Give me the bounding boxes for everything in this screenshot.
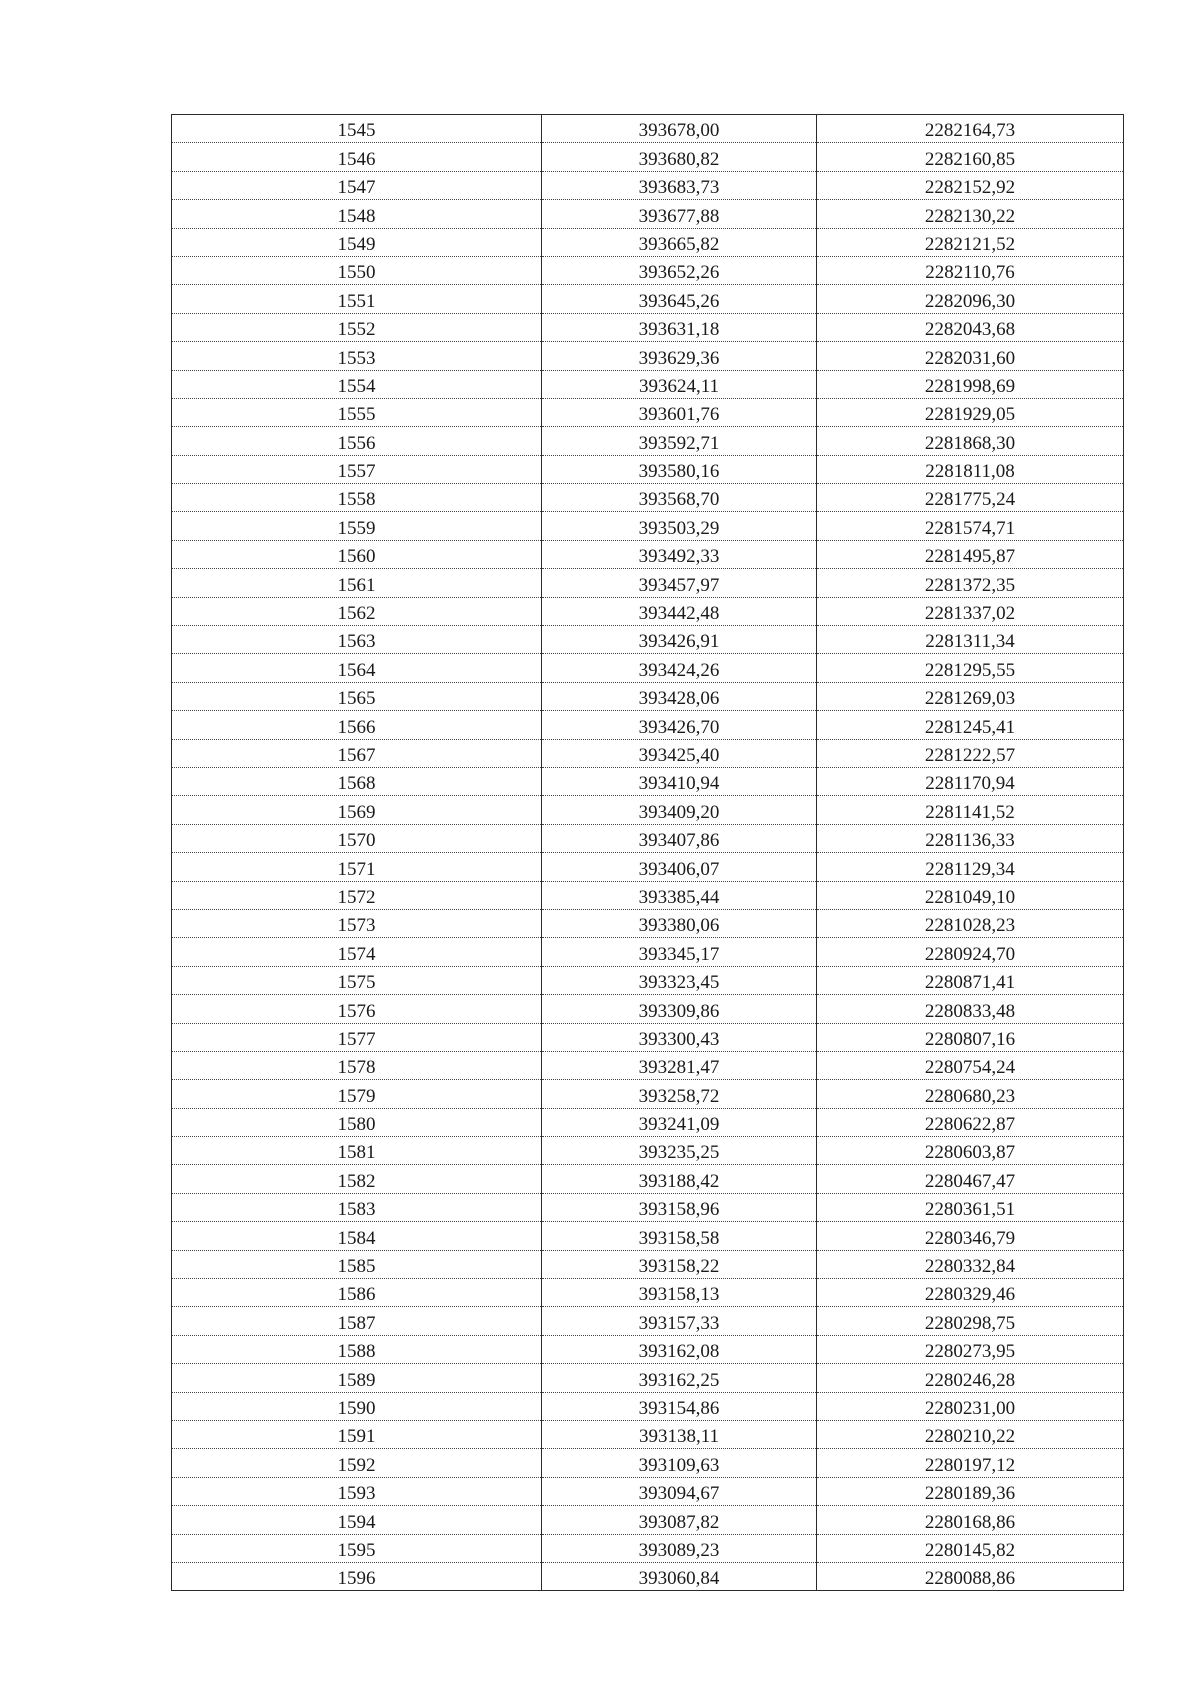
table-row: [172, 313, 1124, 341]
point-number-cell: 1586: [172, 1279, 542, 1307]
point-number-cell: 1553: [172, 342, 542, 370]
x-coordinate-cell: 393345,17: [542, 938, 817, 966]
table-row: [172, 1506, 1124, 1534]
point-number-cell: 1573: [172, 909, 542, 937]
table-row: [172, 682, 1124, 710]
x-coordinate-cell: 393424,26: [542, 654, 817, 682]
y-coordinate-cell: 2282152,92: [817, 171, 1124, 199]
y-coordinate-cell: 2280088,86: [817, 1562, 1124, 1590]
table-row: [172, 1080, 1124, 1108]
x-coordinate-cell: 393410,94: [542, 767, 817, 795]
table-row: [172, 569, 1124, 597]
table-row: [172, 256, 1124, 284]
table-row: [172, 512, 1124, 540]
x-coordinate-cell: 393442,48: [542, 597, 817, 625]
point-number-cell: 1569: [172, 796, 542, 824]
point-number-cell: 1578: [172, 1051, 542, 1079]
x-coordinate-cell: 393380,06: [542, 909, 817, 937]
table-row: [172, 1165, 1124, 1193]
x-coordinate-cell: 393426,70: [542, 711, 817, 739]
x-coordinate-cell: 393235,25: [542, 1137, 817, 1165]
x-coordinate-cell: 393406,07: [542, 853, 817, 881]
point-number-cell: 1551: [172, 285, 542, 313]
y-coordinate-cell: 2280680,23: [817, 1080, 1124, 1108]
point-number-cell: 1581: [172, 1137, 542, 1165]
table-row: [172, 1108, 1124, 1136]
table-row: [172, 1279, 1124, 1307]
x-coordinate-cell: 393158,13: [542, 1279, 817, 1307]
y-coordinate-cell: 2280603,87: [817, 1137, 1124, 1165]
point-number-cell: 1558: [172, 484, 542, 512]
table-row: [172, 1193, 1124, 1221]
y-coordinate-cell: 2281222,57: [817, 739, 1124, 767]
x-coordinate-cell: 393158,58: [542, 1222, 817, 1250]
table-row: [172, 995, 1124, 1023]
y-coordinate-cell: 2280145,82: [817, 1534, 1124, 1562]
table-row: [172, 455, 1124, 483]
y-coordinate-cell: 2282121,52: [817, 228, 1124, 256]
y-coordinate-cell: 2280189,36: [817, 1477, 1124, 1505]
table-row: [172, 1023, 1124, 1051]
x-coordinate-cell: 393457,97: [542, 569, 817, 597]
table-row: [172, 1307, 1124, 1335]
x-coordinate-cell: 393138,11: [542, 1420, 817, 1448]
table-row: [172, 1250, 1124, 1278]
y-coordinate-cell: 2280332,84: [817, 1250, 1124, 1278]
x-coordinate-cell: 393678,00: [542, 115, 817, 143]
y-coordinate-cell: 2282096,30: [817, 285, 1124, 313]
x-coordinate-cell: 393601,76: [542, 398, 817, 426]
point-number-cell: 1583: [172, 1193, 542, 1221]
y-coordinate-cell: 2280168,86: [817, 1506, 1124, 1534]
point-number-cell: 1568: [172, 767, 542, 795]
x-coordinate-cell: 393162,25: [542, 1364, 817, 1392]
table-row: [172, 1137, 1124, 1165]
x-coordinate-cell: 393089,23: [542, 1534, 817, 1562]
y-coordinate-cell: 2280361,51: [817, 1193, 1124, 1221]
table-row: [172, 143, 1124, 171]
table-row: [172, 881, 1124, 909]
y-coordinate-cell: 2282130,22: [817, 200, 1124, 228]
table-row: [172, 484, 1124, 512]
x-coordinate-cell: 393158,22: [542, 1250, 817, 1278]
y-coordinate-cell: 2282043,68: [817, 313, 1124, 341]
x-coordinate-cell: 393407,86: [542, 824, 817, 852]
x-coordinate-cell: 393425,40: [542, 739, 817, 767]
x-coordinate-cell: 393157,33: [542, 1307, 817, 1335]
point-number-cell: 1552: [172, 313, 542, 341]
point-number-cell: 1564: [172, 654, 542, 682]
point-number-cell: 1582: [172, 1165, 542, 1193]
y-coordinate-cell: 2282031,60: [817, 342, 1124, 370]
point-number-cell: 1596: [172, 1562, 542, 1590]
x-coordinate-cell: 393094,67: [542, 1477, 817, 1505]
y-coordinate-cell: 2280298,75: [817, 1307, 1124, 1335]
point-number-cell: 1557: [172, 455, 542, 483]
table-row: [172, 115, 1124, 143]
y-coordinate-cell: 2280871,41: [817, 966, 1124, 994]
point-number-cell: 1547: [172, 171, 542, 199]
table-row: [172, 1562, 1124, 1590]
y-coordinate-cell: 2280210,22: [817, 1420, 1124, 1448]
x-coordinate-cell: 393428,06: [542, 682, 817, 710]
point-number-cell: 1590: [172, 1392, 542, 1420]
point-number-cell: 1565: [172, 682, 542, 710]
table-row: [172, 1392, 1124, 1420]
x-coordinate-cell: 393568,70: [542, 484, 817, 512]
x-coordinate-cell: 393624,11: [542, 370, 817, 398]
table-row: [172, 597, 1124, 625]
y-coordinate-cell: 2282164,73: [817, 115, 1124, 143]
point-number-cell: 1562: [172, 597, 542, 625]
y-coordinate-cell: 2280246,28: [817, 1364, 1124, 1392]
point-number-cell: 1587: [172, 1307, 542, 1335]
y-coordinate-cell: 2280273,95: [817, 1335, 1124, 1363]
point-number-cell: 1548: [172, 200, 542, 228]
table-row: [172, 342, 1124, 370]
point-number-cell: 1592: [172, 1449, 542, 1477]
x-coordinate-cell: 393503,29: [542, 512, 817, 540]
table-row: [172, 711, 1124, 739]
table-row: [172, 909, 1124, 937]
y-coordinate-cell: 2280346,79: [817, 1222, 1124, 1250]
x-coordinate-cell: 393652,26: [542, 256, 817, 284]
point-number-cell: 1594: [172, 1506, 542, 1534]
y-coordinate-cell: 2280467,47: [817, 1165, 1124, 1193]
y-coordinate-cell: 2281929,05: [817, 398, 1124, 426]
x-coordinate-cell: 393060,84: [542, 1562, 817, 1590]
x-coordinate-cell: 393258,72: [542, 1080, 817, 1108]
y-coordinate-cell: 2280622,87: [817, 1108, 1124, 1136]
y-coordinate-cell: 2282160,85: [817, 143, 1124, 171]
table-row: [172, 1534, 1124, 1562]
x-coordinate-cell: 393385,44: [542, 881, 817, 909]
point-number-cell: 1566: [172, 711, 542, 739]
point-number-cell: 1545: [172, 115, 542, 143]
table-row: [172, 1449, 1124, 1477]
table-row: [172, 654, 1124, 682]
point-number-cell: 1570: [172, 824, 542, 852]
coordinates-table: [171, 114, 1124, 1591]
point-number-cell: 1575: [172, 966, 542, 994]
point-number-cell: 1561: [172, 569, 542, 597]
point-number-cell: 1550: [172, 256, 542, 284]
y-coordinate-cell: 2281269,03: [817, 682, 1124, 710]
point-number-cell: 1593: [172, 1477, 542, 1505]
y-coordinate-cell: 2281136,33: [817, 824, 1124, 852]
y-coordinate-cell: 2281337,02: [817, 597, 1124, 625]
table-row: [172, 739, 1124, 767]
point-number-cell: 1572: [172, 881, 542, 909]
table-row: [172, 200, 1124, 228]
x-coordinate-cell: 393409,20: [542, 796, 817, 824]
table-row: [172, 1420, 1124, 1448]
y-coordinate-cell: 2281574,71: [817, 512, 1124, 540]
table-row: [172, 285, 1124, 313]
table-row: [172, 1477, 1124, 1505]
x-coordinate-cell: 393631,18: [542, 313, 817, 341]
y-coordinate-cell: 2281170,94: [817, 767, 1124, 795]
y-coordinate-cell: 2281129,34: [817, 853, 1124, 881]
table-row: [172, 398, 1124, 426]
y-coordinate-cell: 2280329,46: [817, 1279, 1124, 1307]
table-row: [172, 1335, 1124, 1363]
point-number-cell: 1549: [172, 228, 542, 256]
x-coordinate-cell: 393592,71: [542, 427, 817, 455]
table-row: [172, 427, 1124, 455]
y-coordinate-cell: 2281295,55: [817, 654, 1124, 682]
x-coordinate-cell: 393426,91: [542, 626, 817, 654]
y-coordinate-cell: 2281811,08: [817, 455, 1124, 483]
point-number-cell: 1589: [172, 1364, 542, 1392]
y-coordinate-cell: 2281495,87: [817, 540, 1124, 568]
point-number-cell: 1559: [172, 512, 542, 540]
point-number-cell: 1574: [172, 938, 542, 966]
point-number-cell: 1554: [172, 370, 542, 398]
coordinates-table-body: [172, 115, 1124, 1591]
x-coordinate-cell: 393323,45: [542, 966, 817, 994]
y-coordinate-cell: 2281868,30: [817, 427, 1124, 455]
x-coordinate-cell: 393580,16: [542, 455, 817, 483]
point-number-cell: 1585: [172, 1250, 542, 1278]
x-coordinate-cell: 393677,88: [542, 200, 817, 228]
point-number-cell: 1580: [172, 1108, 542, 1136]
point-number-cell: 1560: [172, 540, 542, 568]
y-coordinate-cell: 2281049,10: [817, 881, 1124, 909]
table-row: [172, 1364, 1124, 1392]
y-coordinate-cell: 2281141,52: [817, 796, 1124, 824]
table-row: [172, 370, 1124, 398]
table-row: [172, 938, 1124, 966]
point-number-cell: 1588: [172, 1335, 542, 1363]
table-row: [172, 966, 1124, 994]
x-coordinate-cell: 393300,43: [542, 1023, 817, 1051]
point-number-cell: 1595: [172, 1534, 542, 1562]
table-row: [172, 626, 1124, 654]
table-row: [172, 767, 1124, 795]
point-number-cell: 1584: [172, 1222, 542, 1250]
table-row: [172, 796, 1124, 824]
x-coordinate-cell: 393309,86: [542, 995, 817, 1023]
table-row: [172, 171, 1124, 199]
x-coordinate-cell: 393492,33: [542, 540, 817, 568]
table-row: [172, 1051, 1124, 1079]
x-coordinate-cell: 393281,47: [542, 1051, 817, 1079]
table-row: [172, 853, 1124, 881]
x-coordinate-cell: 393109,63: [542, 1449, 817, 1477]
y-coordinate-cell: 2280924,70: [817, 938, 1124, 966]
y-coordinate-cell: 2280231,00: [817, 1392, 1124, 1420]
x-coordinate-cell: 393154,86: [542, 1392, 817, 1420]
y-coordinate-cell: 2280197,12: [817, 1449, 1124, 1477]
point-number-cell: 1546: [172, 143, 542, 171]
table-row: [172, 824, 1124, 852]
y-coordinate-cell: 2281311,34: [817, 626, 1124, 654]
x-coordinate-cell: 393665,82: [542, 228, 817, 256]
x-coordinate-cell: 393158,96: [542, 1193, 817, 1221]
point-number-cell: 1579: [172, 1080, 542, 1108]
point-number-cell: 1591: [172, 1420, 542, 1448]
x-coordinate-cell: 393645,26: [542, 285, 817, 313]
point-number-cell: 1567: [172, 739, 542, 767]
point-number-cell: 1556: [172, 427, 542, 455]
point-number-cell: 1577: [172, 1023, 542, 1051]
point-number-cell: 1555: [172, 398, 542, 426]
y-coordinate-cell: 2282110,76: [817, 256, 1124, 284]
y-coordinate-cell: 2280807,16: [817, 1023, 1124, 1051]
x-coordinate-cell: 393629,36: [542, 342, 817, 370]
point-number-cell: 1571: [172, 853, 542, 881]
y-coordinate-cell: 2280754,24: [817, 1051, 1124, 1079]
y-coordinate-cell: 2281028,23: [817, 909, 1124, 937]
y-coordinate-cell: 2281372,35: [817, 569, 1124, 597]
y-coordinate-cell: 2281775,24: [817, 484, 1124, 512]
x-coordinate-cell: 393087,82: [542, 1506, 817, 1534]
y-coordinate-cell: 2280833,48: [817, 995, 1124, 1023]
x-coordinate-cell: 393162,08: [542, 1335, 817, 1363]
table-row: [172, 228, 1124, 256]
point-number-cell: 1563: [172, 626, 542, 654]
y-coordinate-cell: 2281998,69: [817, 370, 1124, 398]
x-coordinate-cell: 393683,73: [542, 171, 817, 199]
x-coordinate-cell: 393680,82: [542, 143, 817, 171]
table-row: [172, 1222, 1124, 1250]
point-number-cell: 1576: [172, 995, 542, 1023]
y-coordinate-cell: 2281245,41: [817, 711, 1124, 739]
x-coordinate-cell: 393241,09: [542, 1108, 817, 1136]
table-row: [172, 540, 1124, 568]
x-coordinate-cell: 393188,42: [542, 1165, 817, 1193]
